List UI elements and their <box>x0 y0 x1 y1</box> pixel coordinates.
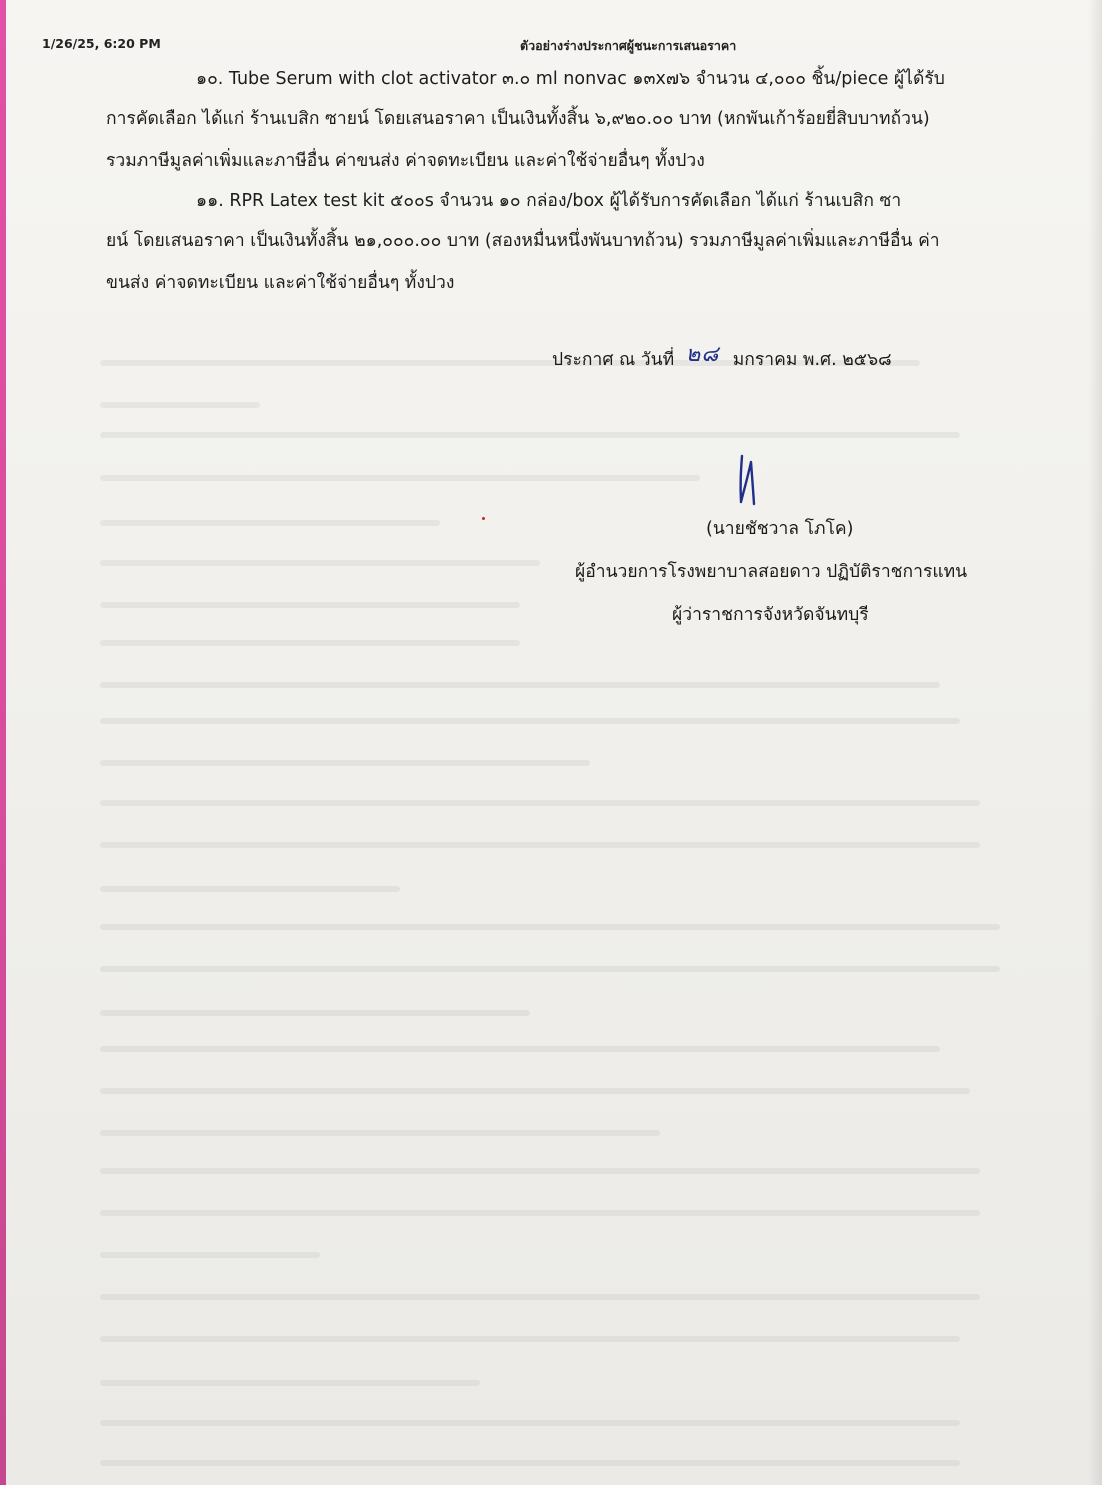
announcement-prefix: ประกาศ ณ วันที่ <box>552 350 675 370</box>
bleed-through-line <box>100 1336 960 1342</box>
item-10-line-3: รวมภาษีมูลค่าเพิ่มและภาษีอื่น ค่าขนส่ง ค่าจดทะเบียน และค่าใช้จ่ายอื่นๆ ทั้งปวง <box>106 151 705 171</box>
bleed-through-line <box>100 1130 660 1136</box>
bleed-through-line <box>100 1460 960 1466</box>
item-11-line-2: ยน์ โดยเสนอราคา เป็นเงินทั้งสิ้น ๒๑,๐๐๐.๐๐ บาท (สองหมื่นหนึ่งพันบาทถ้วน) รวมภาษีมูลค่าเพิ่มและภาษีอื่น ค่า <box>106 231 940 251</box>
bleed-through-line <box>100 1420 960 1426</box>
bleed-through-line <box>100 800 980 806</box>
signatory-title-line-2: ผู้ว่าราชการจังหวัดจันทบุรี <box>672 605 869 625</box>
bleed-through-line <box>100 560 540 566</box>
bleed-through-line <box>100 520 440 526</box>
bleed-through-line <box>100 1210 980 1216</box>
item-10-line-1: ๑๐. Tube Serum with clot activator ๓.๐ ml nonvac ๑๓x๗๖ จำนวน ๔,๐๐๐ ชิ้น/piece ผู้ได้รับ <box>196 69 945 89</box>
bleed-through-line <box>100 602 520 608</box>
item-10-line-2: การคัดเลือก ได้แก่ ร้านเบสิก ซายน์ โดยเสนอราคา เป็นเงินทั้งสิ้น ๖,๙๒๐.๐๐ บาท (หกพันเก้าร้อยยี่สิบบาทถ้วน) <box>106 109 930 129</box>
bleed-through-line <box>100 1046 940 1052</box>
bleed-through-line <box>100 432 960 438</box>
bleed-through-line <box>100 1294 980 1300</box>
bleed-through-line <box>100 924 1000 930</box>
bleed-through-line <box>100 966 1000 972</box>
print-datetime: 1/26/25, 6:20 PM <box>42 36 161 51</box>
bleed-through-line <box>100 886 400 892</box>
ink-speck <box>482 517 485 520</box>
handwritten-signature <box>732 452 762 508</box>
bleed-through-line <box>100 718 960 724</box>
signatory-name: (นายชัชวาล โภโค) <box>706 519 854 539</box>
bleed-through-line <box>100 1380 480 1386</box>
item-11-line-3: ขนส่ง ค่าจดทะเบียน และค่าใช้จ่ายอื่นๆ ทั้งปวง <box>106 273 455 293</box>
bleed-through-line <box>100 760 590 766</box>
document-title: ตัวอย่างร่างประกาศผู้ชนะการเสนอราคา <box>520 38 737 53</box>
bleed-through-line <box>100 402 260 408</box>
page-edge-shadow <box>1088 0 1102 1485</box>
bleed-through-line <box>100 842 980 848</box>
page-edge-pink <box>0 0 6 1485</box>
signatory-title-line-1: ผู้อำนวยการโรงพยาบาลสอยดาว ปฏิบัติราชการแทน <box>575 562 968 582</box>
announcement-suffix: มกราคม พ.ศ. ๒๕๖๘ <box>732 350 892 370</box>
bleed-through-line <box>100 475 700 481</box>
bleed-through-line <box>100 640 520 646</box>
bleed-through-line <box>100 1010 530 1016</box>
bleed-through-line <box>100 682 940 688</box>
bleed-through-line <box>100 1168 980 1174</box>
bleed-through-line <box>100 1088 970 1094</box>
announcement-date <box>552 340 892 375</box>
item-11-line-1: ๑๑. RPR Latex test kit ๕๐๐s จำนวน ๑๐ กล่อง/box ผู้ได้รับการคัดเลือก ได้แก่ ร้านเบสิก ซา <box>196 191 902 211</box>
bleed-through-line <box>100 1252 320 1258</box>
handwritten-day: ๒๘ <box>685 342 720 367</box>
